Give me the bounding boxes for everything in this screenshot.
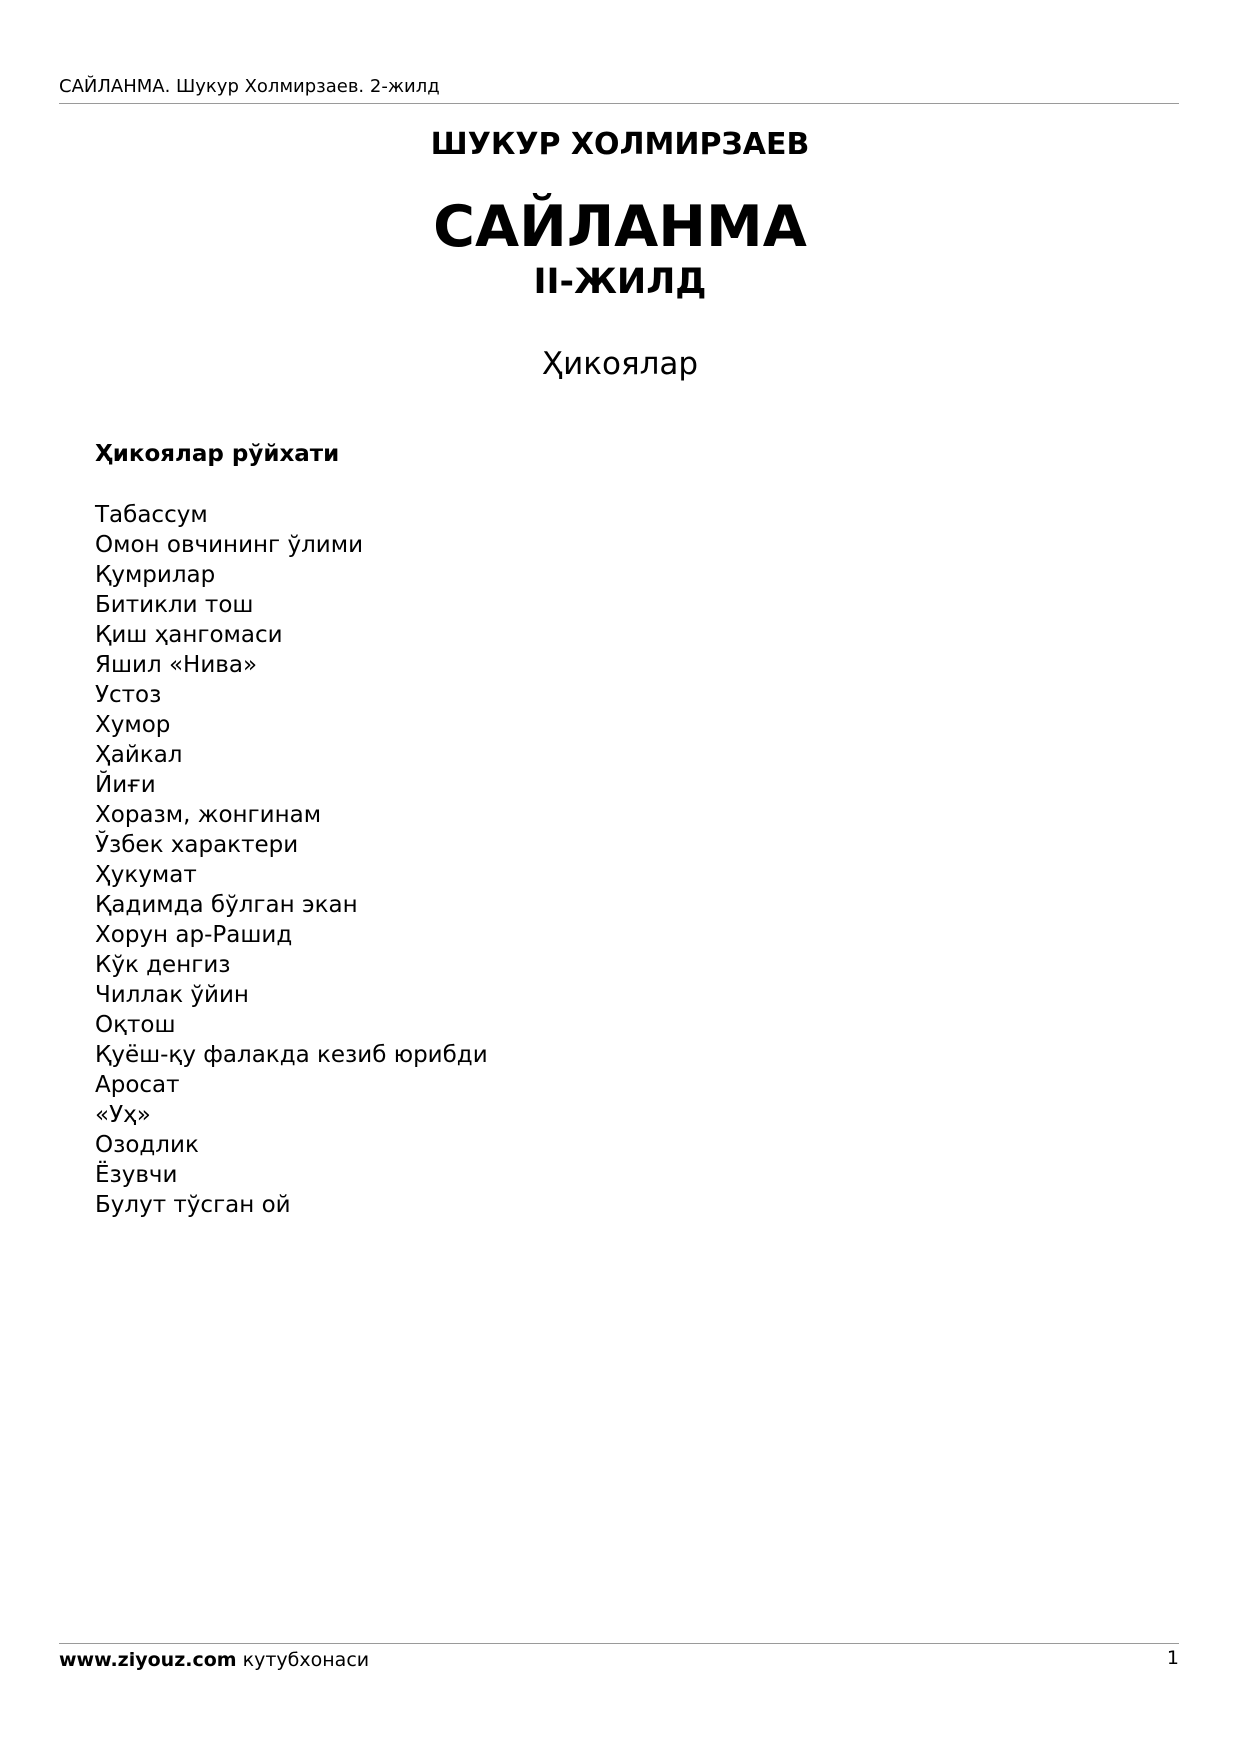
toc-item: Озодлик	[95, 1132, 199, 1158]
author-name: ШУКУР ХОЛМИРЗАЕВ	[430, 127, 810, 162]
toc-item: Қиш ҳангомаси	[95, 622, 283, 648]
toc-item: Хумор	[95, 712, 171, 738]
toc-heading: Ҳикоялар рўйхати	[95, 441, 340, 467]
toc-item: Ўзбек характери	[95, 832, 299, 858]
toc-item: Кўк денгиз	[95, 952, 231, 978]
toc-item: Битикли тош	[95, 592, 254, 618]
toc-item: Яшил «Нива»	[95, 652, 258, 678]
toc-item: Йиғи	[95, 772, 156, 798]
header-divider	[59, 103, 1179, 104]
toc-list	[95, 500, 488, 1220]
toc-item: Қумрилар	[95, 562, 216, 588]
page-number: 1	[1166, 1647, 1179, 1669]
toc-item: Устоз	[95, 682, 162, 708]
toc-item: Қадимда бўлган экан	[95, 892, 358, 918]
toc-item: Омон овчининг ўлими	[95, 532, 364, 558]
footer-divider	[59, 1643, 1179, 1644]
footer-library-label: кутубхонаси	[236, 1649, 370, 1671]
toc-item: «Уҳ»	[95, 1102, 151, 1128]
toc-item: Хорун ар-Рашид	[95, 922, 293, 948]
toc-item: Қуёш-қу фалакда кезиб юрибди	[95, 1042, 488, 1068]
toc-item: Табассум	[95, 502, 208, 528]
book-title: САЙЛАНМА	[433, 194, 807, 260]
toc-item: Ҳайкал	[95, 742, 183, 768]
toc-item: Оқтош	[95, 1012, 176, 1038]
toc-item: Ҳукумат	[95, 862, 197, 888]
running-header: САЙЛАНМА. Шукур Холмирзаев. 2-жилд	[59, 76, 440, 97]
toc-item: Чиллак ўйин	[95, 982, 249, 1008]
footer-credit	[59, 1648, 369, 1672]
toc-item: Аросат	[95, 1072, 180, 1098]
toc-item: Ёзувчи	[95, 1162, 178, 1188]
footer-site-link[interactable]: www.ziyouz.com	[59, 1649, 237, 1671]
toc-item: Булут тўсган ой	[95, 1192, 291, 1218]
toc-item: Хоразм, жонгинам	[95, 802, 322, 828]
section-title: Ҳикоялар	[541, 346, 699, 382]
volume-label: II-ЖИЛД	[533, 262, 707, 302]
